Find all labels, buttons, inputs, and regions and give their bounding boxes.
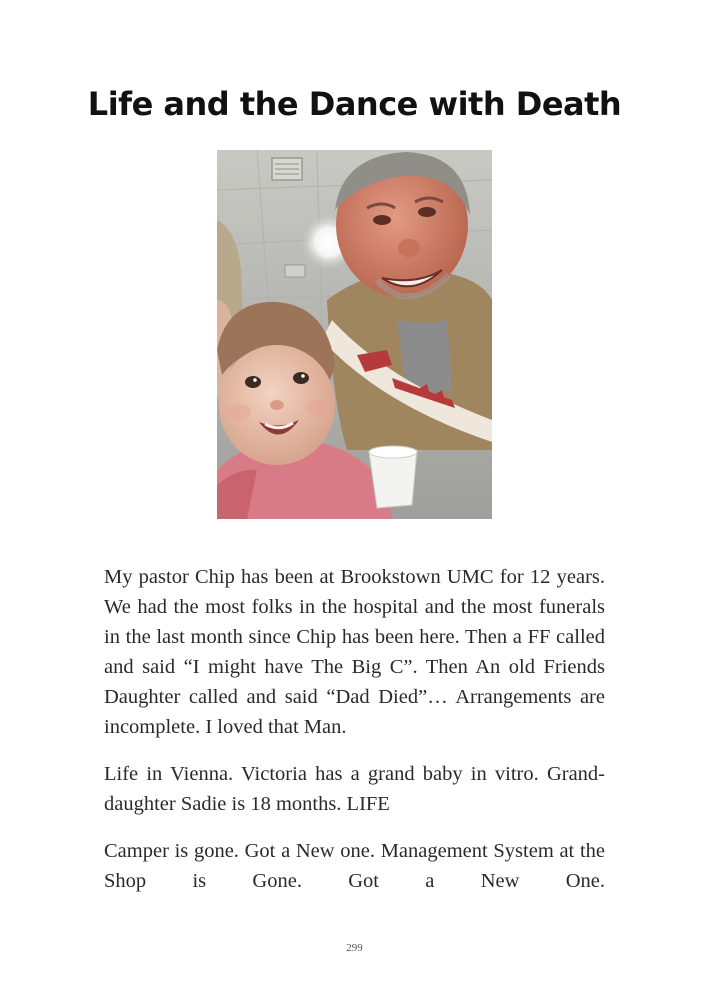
selfie-photo: [217, 150, 492, 519]
paragraph: Life in Vienna. Victoria has a grand baby in vitro. Grand-daughter Sadie is 18 months. LIFE: [104, 763, 605, 815]
page-title: Life and the Dance with Death: [87, 85, 622, 123]
body-text: [104, 562, 605, 913]
paragraph: My pastor Chip has been at Brookstown UMC for 12 years. We had the most folks in the hospital and the most funerals in the last month since Chip has been here. Then a FF called and said “I might have The Big C”. Then An old Friends Daughter called and said “Dad Died”… Arrangements are incomplete. I loved that Man.: [104, 566, 605, 738]
paragraph: Camper is gone. Got a New one. Management System at the Shop is Gone. Got a New One.: [104, 840, 605, 892]
photo-illustration: [217, 150, 492, 519]
page-number: 299: [346, 942, 363, 954]
